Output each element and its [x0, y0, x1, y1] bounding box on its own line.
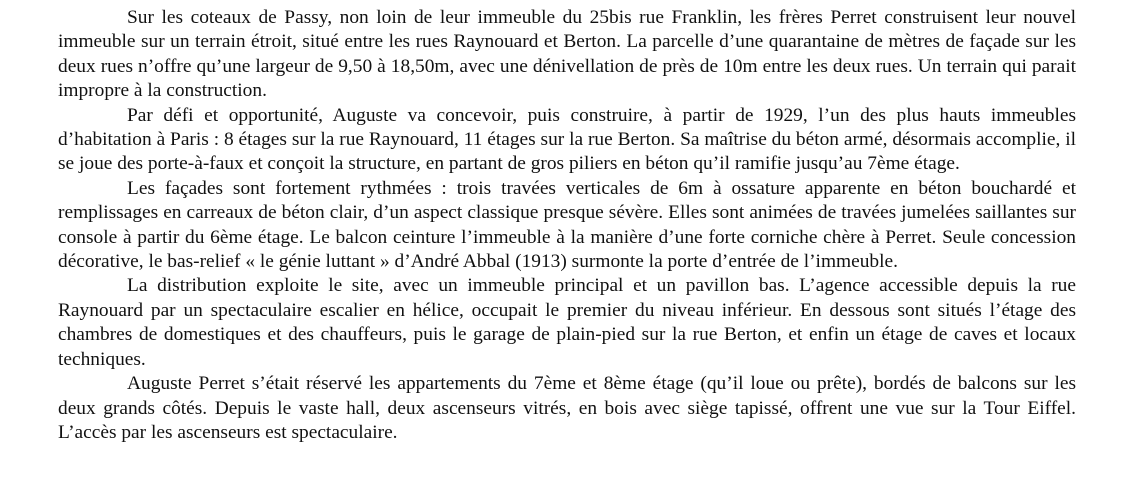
paragraph-apartments: Auguste Perret s’était réservé les appartements du 7ème et 8ème étage (qu’il loue ou prête), bordés de balcons sur les deux grands côtés. Depuis le vaste hall, deux ascenseurs vitrés, en bois avec siège tapissé, offrent une vue sur la Tour Eiffel. L’accès par les ascenseurs est spectaculaire.	[58, 373, 1076, 443]
paragraph-construction: Par défi et opportunité, Auguste va concevoir, puis construire, à partir de 1929, l’un des plus hauts immeubles d’habitation à Paris : 8 étages sur la rue Raynouard, 11 étages sur la rue Berton. Sa maîtrise du béton armé, désormais accomplie, il se joue des porte-à-faux et conçoit la structure, en partant de gros piliers en béton qu’il ramifie jusqu’au 7ème étage.	[58, 104, 1076, 175]
paragraph-facades: Les façades sont fortement rythmées : trois travées verticales de 6m à ossature apparente en béton bouchardé et remplissages en carreaux de béton clair, d’un aspect classique presque sévère. Elles sont animées de travées jumelées saillantes sur console à partir du 6ème étage. Le balcon ceinture l’immeuble à la manière d’une forte corniche chère à Perret. Seule concession décorative, le bas-relief « le génie luttant » d’André Abbal (1913) surmonte la porte d’entrée de l’immeuble.	[58, 177, 1076, 273]
paragraph-distribution: La distribution exploite le site, avec un immeuble principal et un pavillon bas. L’agence accessible depuis la rue Raynouard par un spectaculaire escalier en hélice, occupait le premier du niveau inférieur. En dessous sont situés l’étage des chambres de domestiques et des chauffeurs, puis le garage de plain-pied sur la rue Berton, et enfin un étage de caves et locaux techniques.	[58, 275, 1076, 370]
paragraph-site: Sur les coteaux de Passy, non loin de leur immeuble du 25bis rue Franklin, les frères Perret construisent leur nouvel immeuble sur un terrain étroit, situé entre les rues Raynouard et Berton. La parcelle d’une quarantaine de mètres de façade sur les deux rues n’offre qu’une largeur de 9,50 à 18,50m, avec une dénivellation de près de 10m entre les deux rues. Un terrain qui parait impropre à la construction.	[58, 7, 1076, 102]
